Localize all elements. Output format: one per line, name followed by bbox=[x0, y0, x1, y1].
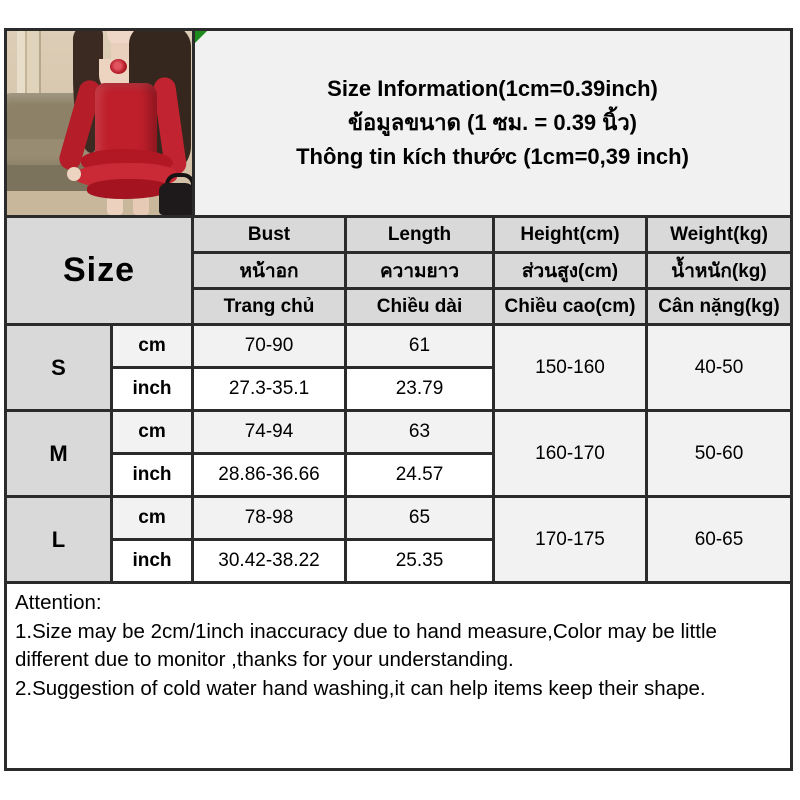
l-height: 170-175 bbox=[495, 498, 645, 581]
m-bust-inch: 28.86-36.66 bbox=[194, 455, 344, 495]
m-weight: 50-60 bbox=[648, 412, 790, 495]
col-header-bust-en: Bust bbox=[194, 218, 344, 251]
model-hand bbox=[67, 167, 81, 181]
attention-heading: Attention: bbox=[15, 591, 102, 614]
s-length-inch: 23.79 bbox=[347, 369, 492, 409]
s-length-cm: 61 bbox=[347, 326, 492, 366]
col-header-bust-vi: Trang chủ bbox=[194, 290, 344, 323]
l-length-inch: 25.35 bbox=[347, 541, 492, 581]
title-cell bbox=[195, 31, 790, 215]
excel-flag-triangle-icon bbox=[195, 31, 207, 43]
col-header-weight-en: Weight(kg) bbox=[648, 218, 790, 251]
col-header-bust-th: หน้าอก bbox=[194, 254, 344, 287]
unit-label-cm: cm bbox=[113, 498, 191, 538]
col-header-weight-th: น้ำหนัก(kg) bbox=[648, 254, 790, 287]
col-header-height-th: ส่วนสูง(cm) bbox=[495, 254, 645, 287]
l-bust-inch: 30.42-38.22 bbox=[194, 541, 344, 581]
col-header-length-en: Length bbox=[347, 218, 492, 251]
col-header-height-en: Height(cm) bbox=[495, 218, 645, 251]
size-corner-header: Size bbox=[7, 218, 191, 323]
col-header-weight-vi: Cân nặng(kg) bbox=[648, 290, 790, 323]
s-weight: 40-50 bbox=[648, 326, 790, 409]
col-header-length-th: ความยาว bbox=[347, 254, 492, 287]
attention-note-2: 2.Suggestion of cold water hand washing,it can help items keep their shape. bbox=[15, 676, 706, 700]
handbag bbox=[159, 183, 195, 215]
unit-label-cm: cm bbox=[113, 326, 191, 366]
m-length-inch: 24.57 bbox=[347, 455, 492, 495]
size-table bbox=[7, 218, 790, 584]
title-thai: ข้อมูลขนาด (1 ซม. = 0.39 นิ้ว) bbox=[347, 109, 637, 135]
l-bust-cm: 78-98 bbox=[194, 498, 344, 538]
title-english: Size Information(1cm=0.39inch) bbox=[327, 75, 658, 101]
s-bust-inch: 27.3-35.1 bbox=[194, 369, 344, 409]
attention-note-1: 1.Size may be 2cm/1inch inaccuracy due to hand measure,Color may be little different due to monitor ,thanks for your understanding. bbox=[15, 619, 717, 671]
rose-choker bbox=[110, 59, 127, 74]
col-header-length-vi: Chiều dài bbox=[347, 290, 492, 323]
header-row bbox=[7, 31, 790, 218]
unit-label-inch: inch bbox=[113, 455, 191, 495]
s-bust-cm: 70-90 bbox=[194, 326, 344, 366]
m-height: 160-170 bbox=[495, 412, 645, 495]
col-header-height-vi: Chiều cao(cm) bbox=[495, 290, 645, 323]
m-length-cm: 63 bbox=[347, 412, 492, 452]
unit-label-inch: inch bbox=[113, 369, 191, 409]
unit-label-cm: cm bbox=[113, 412, 191, 452]
title-vietnamese: Thông tin kích thước (1cm=0,39 inch) bbox=[296, 144, 689, 170]
unit-label-inch: inch bbox=[113, 541, 191, 581]
size-label-s: S bbox=[7, 326, 110, 409]
size-label-m: M bbox=[7, 412, 110, 495]
size-label-l: L bbox=[7, 498, 110, 581]
l-length-cm: 65 bbox=[347, 498, 492, 538]
m-bust-cm: 74-94 bbox=[194, 412, 344, 452]
s-height: 150-160 bbox=[495, 326, 645, 409]
size-info-sheet bbox=[4, 28, 793, 771]
l-weight: 60-65 bbox=[648, 498, 790, 581]
attention-section bbox=[7, 584, 790, 703]
product-photo bbox=[7, 31, 195, 215]
